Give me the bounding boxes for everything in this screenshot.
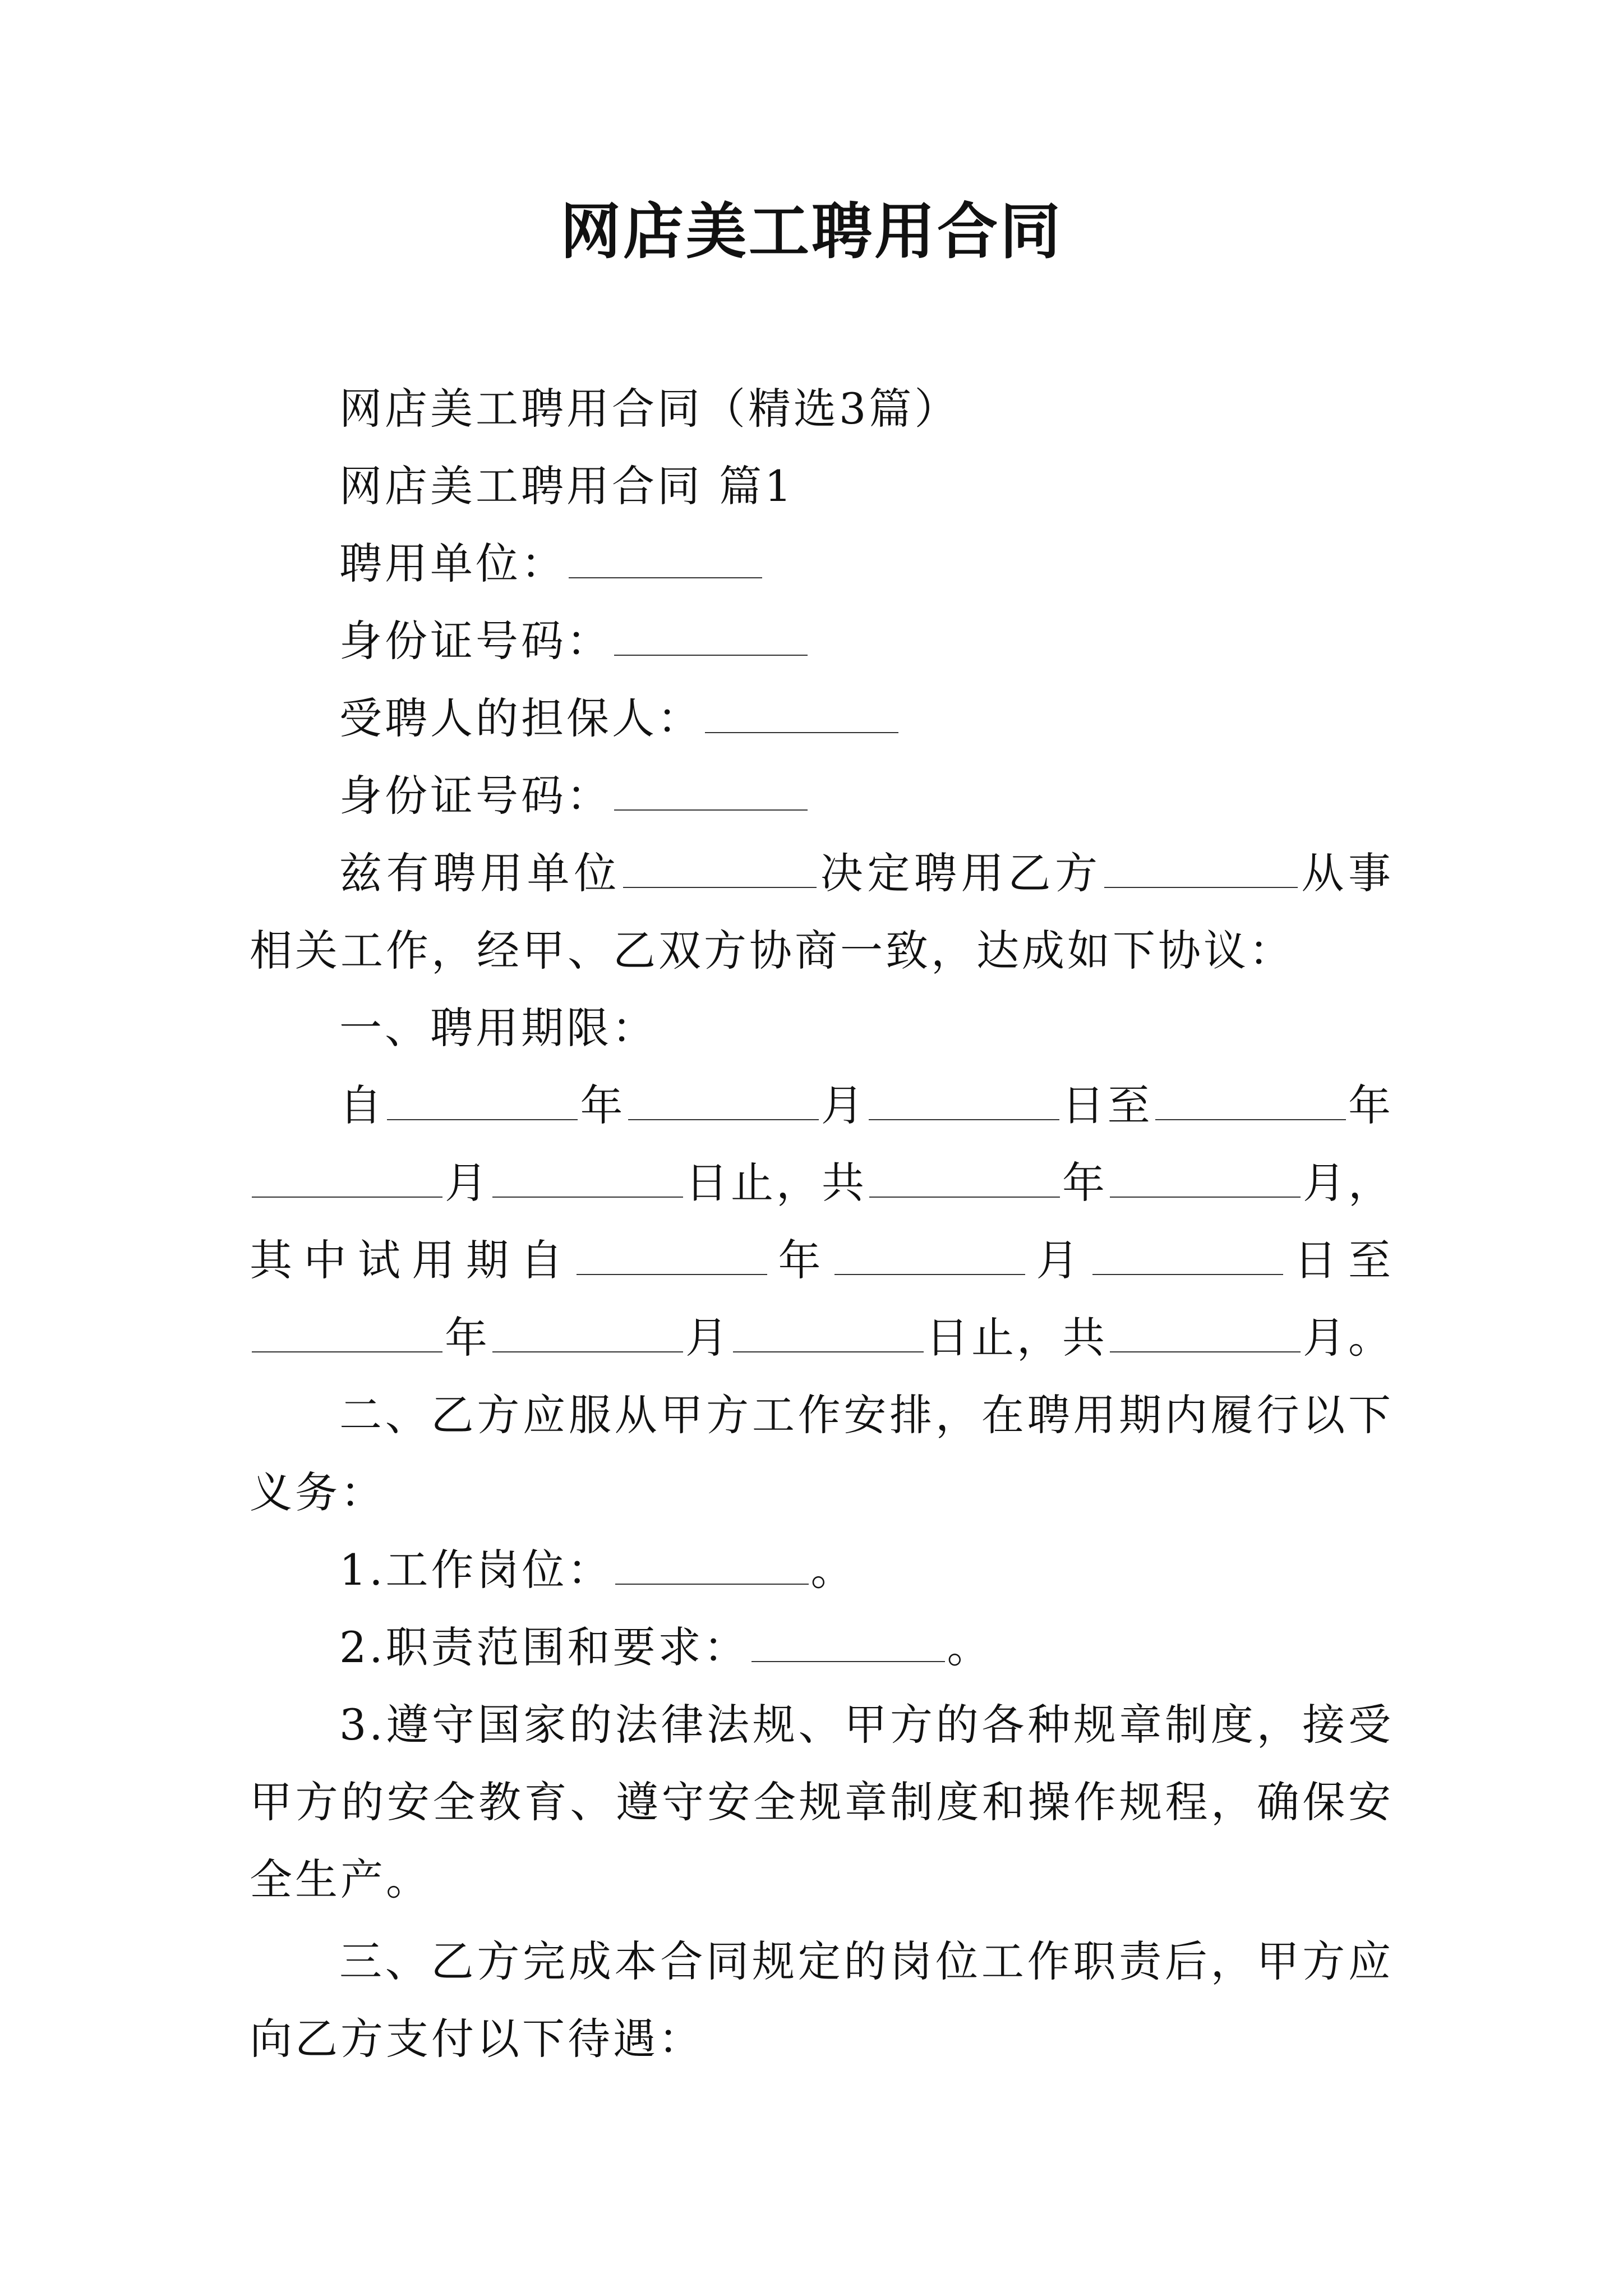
guarantor-blank bbox=[705, 697, 898, 733]
compliance-text: 3.遵守国家的法律法规、甲方的各种规章制度，接受甲方的安全教育、遵守安全规章制度和操作规程，确保安全生产。 bbox=[250, 1700, 1394, 1904]
term-blank bbox=[492, 1162, 683, 1198]
id-number-blank bbox=[614, 620, 808, 656]
duties-end: 。 bbox=[947, 1622, 993, 1672]
term-text-i: 月，其中试用期自 bbox=[250, 1158, 1394, 1285]
paragraph-subtitle bbox=[250, 370, 1394, 448]
job-position-label: 1.工作岗位： bbox=[339, 1545, 613, 1595]
paragraph-term-heading bbox=[250, 990, 1394, 1067]
term-text-h: 年 bbox=[1062, 1158, 1108, 1208]
term-text-c: 月 bbox=[820, 1080, 867, 1130]
term-text-b: 年 bbox=[580, 1080, 626, 1130]
term-blank bbox=[1110, 1317, 1301, 1352]
guarantor-label: 受聘人的担保人： bbox=[339, 693, 703, 743]
paragraph-guarantor bbox=[250, 680, 1394, 757]
term-blank bbox=[869, 1162, 1060, 1198]
term-blank bbox=[834, 1239, 1025, 1275]
job-position-end: 。 bbox=[810, 1545, 856, 1595]
term-blank bbox=[1155, 1084, 1346, 1120]
paragraph-obligations-heading bbox=[250, 1377, 1394, 1531]
obligations-heading-text: 二、乙方应服从甲方工作安排，在聘用期内履行以下义务： bbox=[250, 1390, 1394, 1517]
intro-text-b: 决定聘用乙方 bbox=[819, 848, 1102, 898]
term-text-f: 月 bbox=[445, 1158, 490, 1208]
term-blank bbox=[869, 1084, 1059, 1120]
job-position-blank bbox=[615, 1549, 809, 1585]
intro-text-c: 从事相关工作，经甲、乙双方协商一致，达成如下协议： bbox=[250, 848, 1394, 976]
term-text-n: 月 bbox=[685, 1313, 731, 1363]
paragraph-job-position bbox=[250, 1531, 1394, 1609]
paragraph-employer bbox=[250, 525, 1394, 602]
term-heading-text: 一、聘用期限： bbox=[339, 1003, 657, 1053]
guarantor-id-label: 身份证号码： bbox=[339, 771, 612, 821]
paragraph-compensation-heading bbox=[250, 1923, 1394, 2078]
employer-label: 聘用单位： bbox=[339, 539, 566, 588]
duties-blank bbox=[751, 1626, 945, 1662]
section-heading-text: 网店美工聘用合同 篇1 bbox=[339, 461, 795, 511]
term-blank bbox=[628, 1084, 819, 1120]
term-blank bbox=[733, 1317, 924, 1352]
intro-blank-employer bbox=[623, 852, 817, 888]
employer-blank bbox=[569, 542, 762, 578]
document-body bbox=[250, 370, 1394, 2078]
intro-text-a: 兹有聘用单位 bbox=[339, 848, 621, 898]
paragraph-compliance bbox=[250, 1686, 1394, 1918]
term-text-o: 日止，共 bbox=[926, 1313, 1108, 1363]
term-text-m: 年 bbox=[445, 1313, 490, 1363]
document-title: 网店美工聘用合同 bbox=[560, 196, 1063, 267]
term-blank bbox=[492, 1317, 683, 1352]
term-blank bbox=[1092, 1239, 1283, 1275]
term-text-a: 自 bbox=[339, 1080, 385, 1130]
term-blank bbox=[1110, 1162, 1301, 1198]
subtitle-text: 网店美工聘用合同（精选3篇） bbox=[339, 384, 960, 434]
term-text-e: 年 bbox=[1348, 1080, 1394, 1130]
paragraph-id-number bbox=[250, 602, 1394, 680]
id-number-label: 身份证号码： bbox=[339, 616, 612, 666]
term-blank bbox=[577, 1239, 767, 1275]
term-text-k: 月 bbox=[1027, 1235, 1090, 1285]
compensation-heading-text: 三、乙方完成本合同规定的岗位工作职责后，甲方应向乙方支付以下待遇： bbox=[250, 1936, 1394, 2064]
paragraph-agreement-intro bbox=[250, 835, 1394, 990]
paragraph-section-heading bbox=[250, 448, 1394, 525]
term-text-d: 日至 bbox=[1062, 1080, 1153, 1130]
term-blank bbox=[252, 1162, 442, 1198]
term-text-g: 日止，共 bbox=[685, 1158, 867, 1208]
term-blank bbox=[252, 1317, 442, 1352]
term-text-p: 月。 bbox=[1303, 1313, 1394, 1363]
term-text-l: 日至 bbox=[1285, 1235, 1394, 1285]
paragraph-duties bbox=[250, 1609, 1394, 1686]
paragraph-term-dates bbox=[250, 1067, 1394, 1377]
guarantor-id-blank bbox=[614, 775, 808, 811]
term-blank bbox=[387, 1084, 578, 1120]
intro-blank-employee bbox=[1104, 852, 1298, 888]
duties-label: 2.职责范围和要求： bbox=[339, 1622, 749, 1672]
paragraph-guarantor-id bbox=[250, 757, 1394, 835]
term-text-j: 年 bbox=[769, 1235, 832, 1285]
